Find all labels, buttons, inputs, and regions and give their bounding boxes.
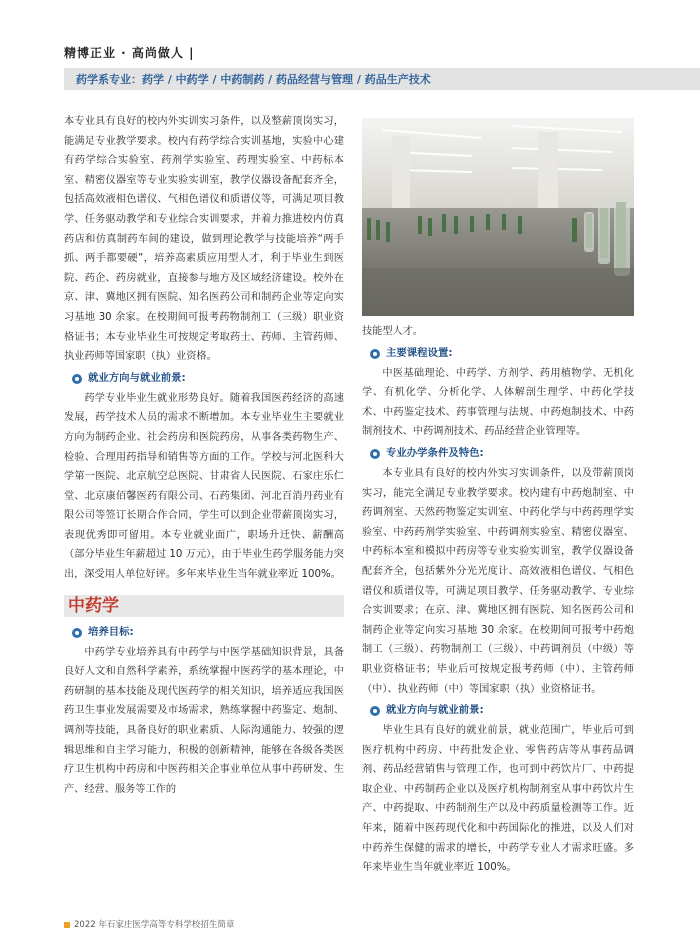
left-column (64, 112, 344, 799)
herbarium-specimen-photo (362, 118, 634, 316)
circle-bullet-icon (370, 349, 380, 359)
employment-paragraph: 药学专业毕业生就业形势良好。随着我国医药经济的高速发展，药学技术人员的需求不断增加。本专业毕业生主要就业方向为制药企业、社会药房和医院药房，从事各类药物生产、检验、合理用药指导和销售等方面的工作。学校与河北医科大学第一医院、北京航空总医院、甘肃省人民医院、石家庄乐仁堂、北京康佰馨医药有限公司、石药集团、河北百消丹药业有限公司等签订长期合作合同，学生可以到企业带薪顶岗实习，表现优秀即可留用。本专业就业面广，职场升迁快、薪酬高（部分毕业生年薪超过 10 万元），由于毕业生药学服务能力突出，深受用人单位好评。多年来毕业生当年就业率近 100%。 (64, 392, 344, 581)
section-title-tcm: 中药学 (64, 595, 344, 617)
conditions-paragraph: 本专业具有良好的校内外实习实训条件，以及带薪顶岗实习，能完全满足专业教学要求。校内建有中药炮制室、中药调剂室、天然药物鉴定实训室、中药化学与中药药理学实验室、中药药剂学实验室、中药调剂实验室、精密仪器室、中药标本室和模拟中药房等专业实验实训室，教学仪器设备配套齐全，包括紫外分光光度计、高效液相色谱仪、气相色谱仪和质谱仪等，可满足项目教学、任务驱动教学、专业综合实训要求；在京、津、冀地区拥有医院、知名医药公司和制药企业等定向实习基地 30 余家。在校期间可报考中药炮制工（三级）、药物制剂工（三级）、中药调剂员（中级）等职业资格证书；毕业后可按规定报考药师（中）、主管药师（中）、执业药师（中）等国家职（执）业资格证书。 (362, 467, 634, 695)
right-column (362, 322, 634, 878)
intro-paragraph: 本专业具有良好的校内外实训实习条件，以及整薪顶岗实习，能满足专业教学要求。校内有药学综合实训基地，实验中心建有药学综合实验室、药剂学实验室、药理实验室、中药标本室、精密仪器室等专业实验实训室，教学仪器设备配套齐全，包括高效液相色谱仪、气相色谱仪和质谱仪等，可满足项目教学、任务驱动教学和专业综合实训要求，并着力推进校内仿真药店和仿真制药车间的建设，做到理论教学与技能培养“两手抓、两手都要硬”，培养高素质应用型人才，利于毕业生到医院、药企、药房就业，直接参与地方及区域经济建设。校外在京、津、冀地区拥有医院、知名医药公司和制药企业等定向实习基地 30 余家。在校期间可报考药物制剂工（三级）职业资格证书；本专业毕业生可按规定考取药士、药师、主管药师、执业药师等国家职（执）业资格。 (64, 116, 344, 363)
subheading-employment: 就业方向与就业前景: (64, 369, 344, 389)
subheading-conditions: 专业办学条件及特色: (362, 444, 634, 464)
circle-bullet-icon (72, 628, 82, 638)
subheading-courses: 主要课程设置: (362, 344, 634, 364)
footer-square-icon (64, 922, 70, 928)
employment-tcm-paragraph: 毕业生具有良好的就业前景，就业范围广，毕业后可到医疗机构中药房、中药批发企业、零售药店等从事药品调剂、药品经营销售与管理工作，也可到中药饮片厂、中药提取企业、中药制药企业以及医疗机构制剂室从事中药饮片生产、中药提取、中药制剂生产以及中药质量检测等工作。近年来，随着中医药现代化和中药国际化的推进，以及人们对中药养生保健的需求的增长，中药学专业人才需求旺盛。多年来毕业生当年就业率近 100%。 (362, 725, 634, 874)
footer (64, 918, 234, 930)
page-title-bar (64, 68, 700, 90)
header-motto: 精博正业 · 高尚做人 | (64, 46, 195, 60)
circle-bullet-icon (72, 374, 82, 384)
goals-paragraph: 中药学专业培养具有中药学与中医学基础知识背景，具备良好人文和自然科学素养，系统掌握中医药学的基本理论，中药研制的基本技能及现代医药学的相关知识，培养适应我国医药卫生事业发展需要及市场需求，熟练掌握中药鉴定、炮制、调剂等技能，具备良好的职业素质、人际沟通能力、较强的逻辑思维和自主学习能力，积极的创新精神，能够在各级各类医疗卫生机构中药房和中医药相关企事业单位从事中药研发、生产、经营、服务等工作的 (64, 646, 344, 795)
subheading-goals: 培养目标: (64, 623, 344, 643)
subheading-employment-tcm: 就业方向与就业前景: (362, 701, 634, 721)
courses-paragraph: 中医基础理论、中药学、方剂学、药用植物学、无机化学、有机化学、分析化学、人体解剖生理学、中药化学技术、中药鉴定技术、药事管理与法规、中药炮制技术、中药制剂技术、中药调剂技术、药品经营企业管理等。 (362, 367, 634, 438)
page-title: 药学系专业：药学 / 中药学 / 中药制药 / 药品经营与管理 / 药品生产技术 (76, 73, 431, 86)
circle-bullet-icon (370, 449, 380, 459)
continued-text: 技能型人才。 (362, 326, 424, 337)
footer-text: 2022 年石家庄医学高等专科学校招生简章 (74, 920, 235, 930)
circle-bullet-icon (370, 706, 380, 716)
